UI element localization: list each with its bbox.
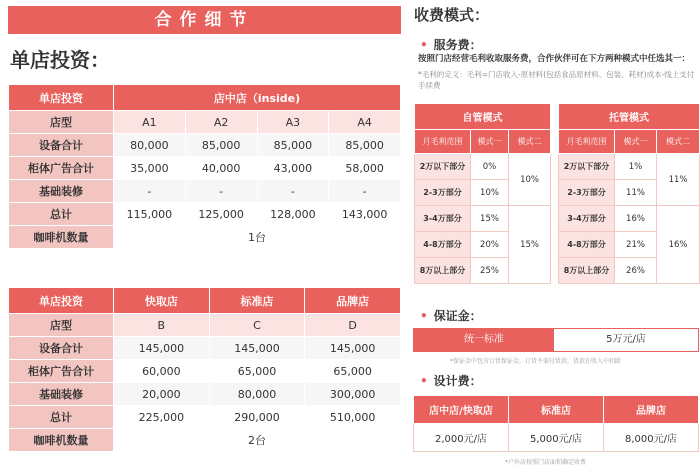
row-label: 柜体广告合计: [9, 360, 114, 383]
mode1-rate: 20%: [471, 232, 509, 258]
range-label: 2-3万部分: [415, 180, 471, 206]
table-row: [9, 314, 401, 337]
table-row: [9, 288, 401, 314]
table-row: [559, 104, 700, 130]
column-header: 月毛利范围: [415, 130, 471, 154]
row-label: 基础装修: [9, 383, 114, 406]
design-fee-note: *户外店按照门店面积确定收费: [505, 459, 587, 466]
table-row: [9, 360, 401, 383]
mode1-rate: 26%: [615, 258, 657, 284]
mode2-rate: 16%: [657, 206, 700, 284]
table-cell: 145,000: [209, 337, 305, 360]
design-fee-table: [413, 395, 699, 452]
mode1-rate: 16%: [615, 206, 657, 232]
table-header-cell: 品牌店: [305, 288, 401, 314]
table-cell: 40,000: [185, 157, 257, 180]
table-cell: -: [329, 180, 401, 203]
mode-title: 自管模式: [415, 104, 551, 130]
mode1-rate: 25%: [471, 258, 509, 284]
row-label: 设备合计: [9, 134, 114, 157]
table-cell: A1: [114, 111, 186, 134]
service-fee-label: 服务费：: [433, 38, 482, 52]
table-cell: 115,000: [114, 203, 186, 226]
row-label: 店型: [9, 111, 114, 134]
table-cell: 145,000: [114, 337, 210, 360]
deposit-amount: 5万元/店: [606, 334, 646, 345]
design-value: 5,000元/店: [509, 424, 604, 452]
single-store-investment-title: 单店投资：: [10, 48, 110, 72]
table-cell: 65,000: [305, 360, 401, 383]
table-header-cell: 单店投资: [9, 85, 114, 111]
table-cell: 20,000: [114, 383, 210, 406]
table-cell: 85,000: [185, 134, 257, 157]
mode-title: 托管模式: [559, 104, 700, 130]
range-label: 4-8万部分: [415, 232, 471, 258]
bullet-icon: •: [420, 374, 428, 388]
table-cell: B: [114, 314, 210, 337]
table-cell: 510,000: [305, 406, 401, 429]
table-cell: 80,000: [114, 134, 186, 157]
table-cell: 2台: [114, 429, 401, 452]
deposit-label: 保证金：: [433, 309, 482, 323]
deposit-heading: [420, 307, 482, 324]
table-cell: D: [305, 314, 401, 337]
table-row: [9, 203, 401, 226]
table-cell: A3: [257, 111, 329, 134]
mode1-rate: 1%: [615, 154, 657, 180]
column-header: 月毛利范围: [559, 130, 615, 154]
table-cell: 85,000: [257, 134, 329, 157]
mode2-rate: 10%: [509, 154, 551, 206]
table-cell: 143,000: [329, 203, 401, 226]
table-cell: A4: [329, 111, 401, 134]
table-cell: 128,000: [257, 203, 329, 226]
design-value: 2,000元/店: [414, 424, 509, 452]
range-label: 8万以上部分: [415, 258, 471, 284]
design-header: 品牌店: [604, 396, 699, 424]
row-label: 总计: [9, 203, 114, 226]
row-label: 咖啡机数量: [9, 226, 114, 249]
table-cell: 58,000: [329, 157, 401, 180]
service-fee-description: 按照门店经营毛利收取服务费，合作伙伴可在下方两种模式中任选其一：: [418, 54, 691, 64]
row-label: 柜体广告合计: [9, 157, 114, 180]
table-row: [9, 337, 401, 360]
mode1-rate: 15%: [471, 206, 509, 232]
table-cell: 290,000: [209, 406, 305, 429]
range-label: 2万以下部分: [415, 154, 471, 180]
design-value: 8,000元/店: [604, 424, 699, 452]
trustee-mode-table: [558, 103, 700, 284]
mode1-rate: 0%: [471, 154, 509, 180]
range-label: 2万以下部分: [559, 154, 615, 180]
table-row: [9, 111, 401, 134]
table-cell: C: [209, 314, 305, 337]
deposit-note: *保证金中包含订货保证金，订货不需付货款，货款在收入中扣除: [450, 358, 622, 365]
row-label: 总计: [9, 406, 114, 429]
column-header: 模式一: [615, 130, 657, 154]
design-header: 标准店: [509, 396, 604, 424]
range-label: 4-8万部分: [559, 232, 615, 258]
table-cell: 35,000: [114, 157, 186, 180]
design-fee-label: 设计费：: [433, 374, 482, 388]
range-label: 8万以上部分: [559, 258, 615, 284]
banner-title: 合作细节: [8, 6, 401, 34]
mode2-rate: 15%: [509, 206, 551, 284]
column-header: 模式一: [471, 130, 509, 154]
table-cell: 80,000: [209, 383, 305, 406]
design-fee-heading: [420, 372, 482, 389]
design-header: 店中店/快取店: [414, 396, 509, 424]
column-header: 模式二: [657, 130, 700, 154]
bullet-icon: •: [420, 38, 428, 52]
gross-profit-note: *毛利的定义：毛利=门店收入-原材料(包括食品原材料、包装、耗材)成本-线上支付手续费: [418, 70, 695, 90]
table-row: [9, 180, 401, 203]
investment-table-stores: [8, 287, 401, 452]
row-label: 设备合计: [9, 337, 114, 360]
table-row: [415, 130, 551, 154]
table-row: [9, 383, 401, 406]
table-cell: 43,000: [257, 157, 329, 180]
table-header-cell: 单店投资: [9, 288, 114, 314]
row-label: 基础装修: [9, 180, 114, 203]
deposit-standard: 统一标准: [414, 329, 554, 351]
range-label: 3-4万部分: [415, 206, 471, 232]
table-row: [9, 226, 401, 249]
table-row: [415, 154, 551, 180]
table-header-cell: 标准店: [209, 288, 305, 314]
mode1-rate: 10%: [471, 180, 509, 206]
table-cell: 125,000: [185, 203, 257, 226]
table-cell: -: [185, 180, 257, 203]
table-cell: 85,000: [329, 134, 401, 157]
bullet-icon: •: [420, 309, 428, 323]
table-cell: 65,000: [209, 360, 305, 383]
table-row: [559, 130, 700, 154]
range-label: 2-3万部分: [559, 180, 615, 206]
deposit-box: [413, 328, 699, 352]
table-cell: 60,000: [114, 360, 210, 383]
table-cell: 145,000: [305, 337, 401, 360]
table-cell: 225,000: [114, 406, 210, 429]
table-cell: -: [114, 180, 186, 203]
table-cell: 1台: [114, 226, 401, 249]
table-cell: A2: [185, 111, 257, 134]
table-row: [415, 104, 551, 130]
row-label: 店型: [9, 314, 114, 337]
mode1-rate: 21%: [615, 232, 657, 258]
table-row: [414, 396, 699, 424]
table-row: [414, 424, 699, 452]
investment-table-inside: [8, 84, 401, 249]
table-row: [9, 429, 401, 452]
table-row: [559, 154, 700, 180]
range-label: 3-4万部分: [559, 206, 615, 232]
mode2-rate: 11%: [657, 154, 700, 206]
table-row: [9, 85, 401, 111]
mode1-rate: 11%: [615, 180, 657, 206]
table-row: [9, 406, 401, 429]
table-row: [9, 134, 401, 157]
table-header-cell: 快取店: [114, 288, 210, 314]
table-row: [9, 157, 401, 180]
self-managed-mode-table: [414, 103, 551, 284]
table-cell: 300,000: [305, 383, 401, 406]
table-header-cell: 店中店（inside): [114, 85, 401, 111]
service-fee-heading: [420, 36, 482, 53]
table-cell: -: [257, 180, 329, 203]
fee-model-title: 收费模式：: [414, 6, 490, 24]
table-row: [559, 206, 700, 232]
column-header: 模式二: [509, 130, 551, 154]
row-label: 咖啡机数量: [9, 429, 114, 452]
table-row: [415, 206, 551, 232]
